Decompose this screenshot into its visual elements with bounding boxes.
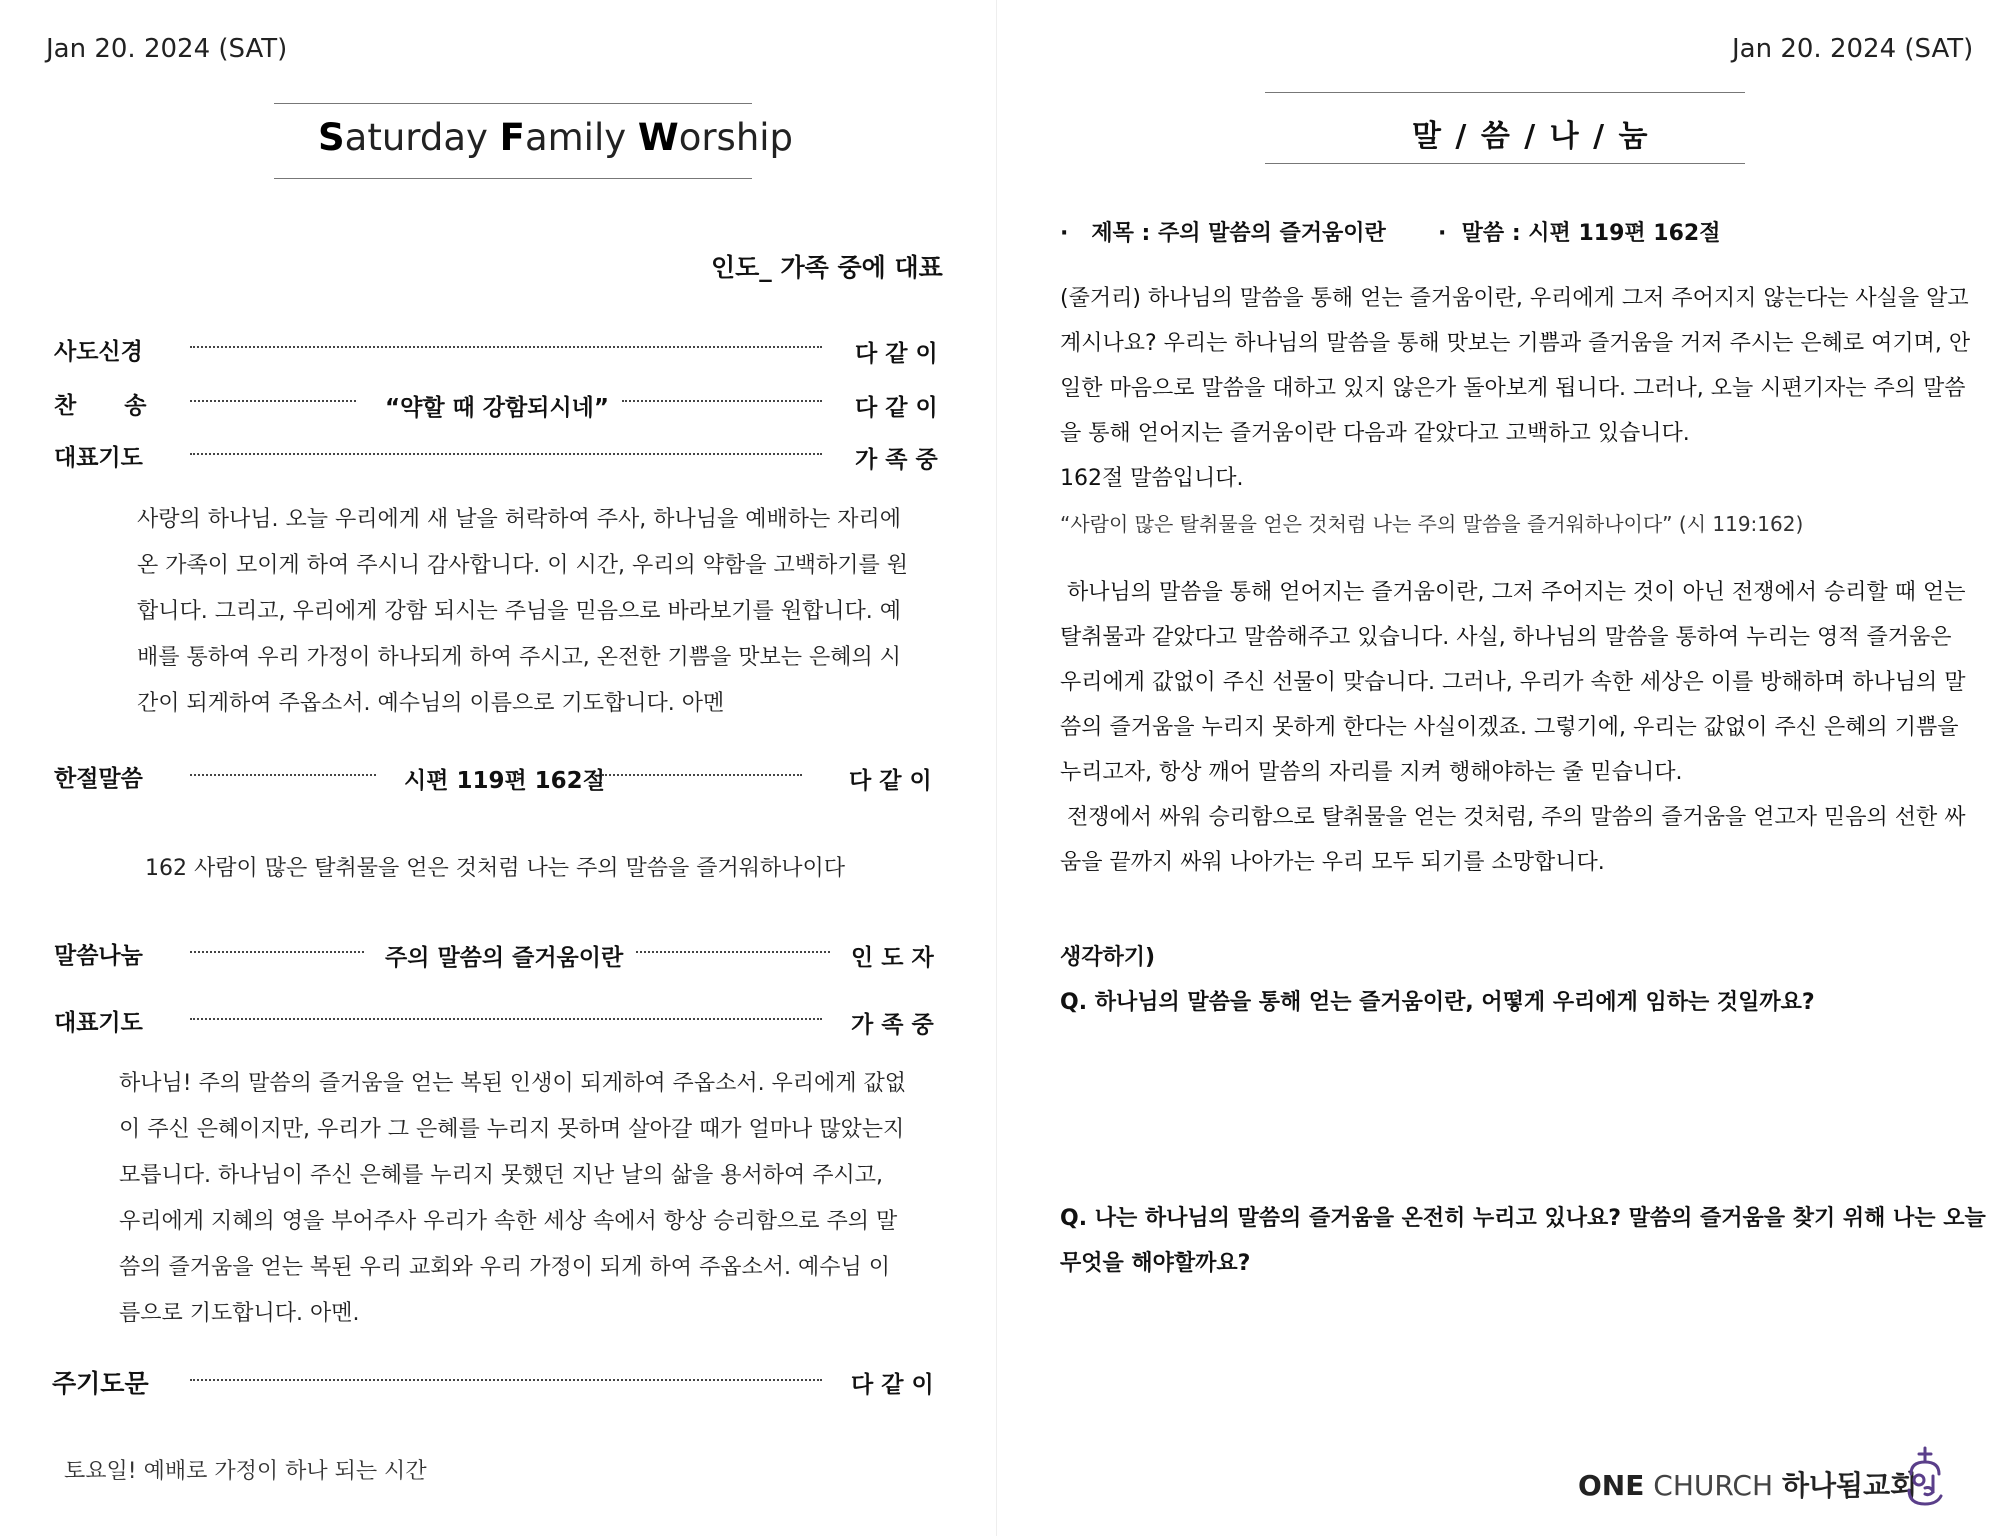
prayer1-line: 배를 통하여 우리 가정이 하나되게 하여 주시고, 온전한 기쁨을 맛보는 은혜의 시: [137, 645, 901, 670]
prayer2-line: 름으로 기도합니다. 아멘.: [119, 1301, 360, 1326]
verse-text: 162 사람이 많은 탈취물을 얻은 것처럼 나는 주의 말씀을 즐거워하나이다: [145, 856, 845, 881]
leader-dots: [190, 346, 822, 348]
row-hymn-by: 다 같 이: [855, 395, 938, 421]
title-top-rule: [274, 103, 752, 104]
row-creed-by: 다 같 이: [855, 341, 938, 367]
row-creed-label: 사도신경: [54, 339, 143, 365]
reflection-line: 누리고자, 항상 깨어 말씀의 자리를 지켜 행해야하는 줄 믿습니다.: [1060, 760, 1683, 785]
think-label: 생각하기): [1060, 945, 1156, 970]
summary-line: 일한 마음으로 말씀을 대하고 있지 않은가 돌아보게 됩니다. 그러나, 오늘 시편기자는 주의 말씀: [1060, 376, 1966, 401]
left-date: Jan 20. 2024 (SAT): [46, 34, 288, 64]
prayer1-line: 간이 되게하여 주옵소서. 예수님의 이름으로 기도합니다. 아멘: [137, 691, 725, 716]
row-lords-by: 다 같 이: [851, 1372, 934, 1398]
row-lords-label: 주기도문: [52, 1369, 149, 1398]
row-hymn-label: 찬 송: [54, 393, 147, 419]
section-title-bottom-rule: [1265, 163, 1745, 164]
right-date: Jan 20. 2024 (SAT): [1732, 34, 1974, 64]
reflection-line: 전쟁에서 싸워 승리함으로 탈취물을 얻는 것처럼, 주의 말씀의 즐거움을 얻고자 믿음의 선한 싸: [1060, 805, 1966, 830]
leader-dots: [190, 1018, 822, 1020]
leader-dots: [190, 951, 364, 953]
question-2-line: Q. 나는 하나님의 말씀의 즐거움을 온전히 누리고 있나요? 말씀의 즐거움을 찾기 위해 나는 오늘: [1060, 1206, 1986, 1231]
prayer2-line: 하나님! 주의 말씀의 즐거움을 얻는 복된 인생이 되게하여 주옵소서. 우리에게 값없: [119, 1071, 907, 1096]
leader-dots: [636, 951, 830, 953]
row-sharing-by: 인 도 자: [851, 945, 934, 971]
row-prayer1-label: 대표기도: [54, 445, 143, 471]
verse-intro: 162절 말씀입니다.: [1060, 466, 1244, 491]
leader-dots: [622, 400, 822, 402]
prayer1-line: 합니다. 그리고, 우리에게 강함 되시는 주님을 믿음으로 바라보기를 원합니다. 예: [137, 599, 901, 624]
church-logo-text: ONE CHURCH 하나됨교회: [1578, 1469, 1918, 1502]
prayer1-line: 온 가족이 모이게 하여 주시니 감사합니다. 이 시간, 우리의 약함을 고백하기를 원: [137, 553, 908, 578]
reflection-line: 씀의 즐거움을 누리지 못하게 한다는 사실이겠죠. 그렇기에, 우리는 값없이 주신 은혜의 기쁨을: [1060, 715, 1959, 740]
leader-dots: [190, 453, 822, 455]
summary-line: 계시나요? 우리는 하나님의 말씀을 통해 맛보는 기쁨과 즐거움을 거저 주시는 은혜로 여기며, 안: [1060, 331, 1971, 356]
worship-title: Saturday Family Worship: [318, 116, 794, 159]
row-prayer2-by: 가 족 중: [851, 1012, 934, 1038]
row-verse-by: 다 같 이: [849, 768, 932, 794]
prayer2-line: 씀의 즐거움을 얻는 복된 우리 교회와 우리 가정이 되게 하여 주옵소서. 예수님 이: [119, 1255, 890, 1280]
section-title-top-rule: [1265, 92, 1745, 93]
row-verse-ref: 시편 119편 162절: [404, 768, 605, 794]
question-2-line: 무엇을 해야할까요?: [1060, 1251, 1251, 1276]
prayer1-line: 사랑의 하나님. 오늘 우리에게 새 날을 허락하여 주사, 하나님을 예배하는 자리에: [137, 507, 901, 532]
summary-line: (줄거리) 하나님의 말씀을 통해 얻는 즐거움이란, 우리에게 그저 주어지지 않는다는 사실을 알고: [1060, 286, 1969, 311]
reflection-line: 우리에게 값없이 주신 선물이 맞습니다. 그러나, 우리가 속한 세상은 이를 방해하며 하나님의 말: [1060, 670, 1966, 695]
row-prayer1-by: 가 족 중: [855, 447, 938, 473]
left-footer: 토요일! 예배로 가정이 하나 되는 시간: [64, 1459, 427, 1484]
question-1: Q. 하나님의 말씀을 통해 얻는 즐거움이란, 어떻게 우리에게 임하는 것일까요?: [1060, 990, 1815, 1015]
verse-quote: “사람이 많은 탈취물을 얻은 것처럼 나는 주의 말씀을 즐거워하나이다” (시 119:162): [1060, 512, 1804, 536]
row-verse-label: 한절말씀: [54, 766, 143, 792]
leader-dots: [602, 774, 802, 776]
row-hymn-title: “약할 때 강함되시네”: [385, 395, 609, 421]
reflection-line: 탈취물과 같았다고 말씀해주고 있습니다. 사실, 하나님의 말씀을 통하여 누리는 영적 즐거움은: [1060, 625, 1952, 650]
prayer2-line: 모릅니다. 하나님이 주신 은혜를 누리지 못했던 지난 날의 삶을 용서하여 주시고,: [119, 1163, 883, 1188]
sermon-topic: · 제목 : 주의 말씀의 즐거움이란: [1060, 221, 1386, 246]
leader-note: 인도_ 가족 중에 대표: [711, 253, 943, 282]
reflection-line: 하나님의 말씀을 통해 얻어지는 즐거움이란, 그저 주어지는 것이 아닌 전쟁에서 승리할 때 얻는: [1060, 580, 1966, 605]
reflection-line: 움을 끝까지 싸워 나아가는 우리 모두 되기를 소망합니다.: [1060, 850, 1605, 875]
prayer2-line: 이 주신 은혜이지만, 우리가 그 은혜를 누리지 못하며 살아갈 때가 얼마나 많았는지: [119, 1117, 905, 1142]
summary-line: 을 통해 얻어지는 즐거움이란 다음과 같았다고 고백하고 있습니다.: [1060, 421, 1690, 446]
title-bottom-rule: [274, 178, 752, 179]
leader-dots: [190, 1379, 822, 1381]
leader-dots: [190, 774, 376, 776]
church-emblem-icon: [1903, 1446, 1947, 1512]
leader-dots: [190, 400, 356, 402]
row-sharing-label: 말씀나눔: [54, 943, 143, 969]
prayer2-line: 우리에게 지혜의 영을 부어주사 우리가 속한 세상 속에서 항상 승리함으로 주의 말: [119, 1209, 898, 1234]
sermon-scripture: · 말씀 : 시편 119편 162절: [1438, 221, 1721, 246]
page-divider: [996, 0, 997, 1536]
section-title: 말 / 씀 / 나 / 눔: [1412, 119, 1650, 154]
row-sharing-title: 주의 말씀의 즐거움이란: [385, 945, 624, 971]
row-prayer2-label: 대표기도: [54, 1010, 143, 1036]
